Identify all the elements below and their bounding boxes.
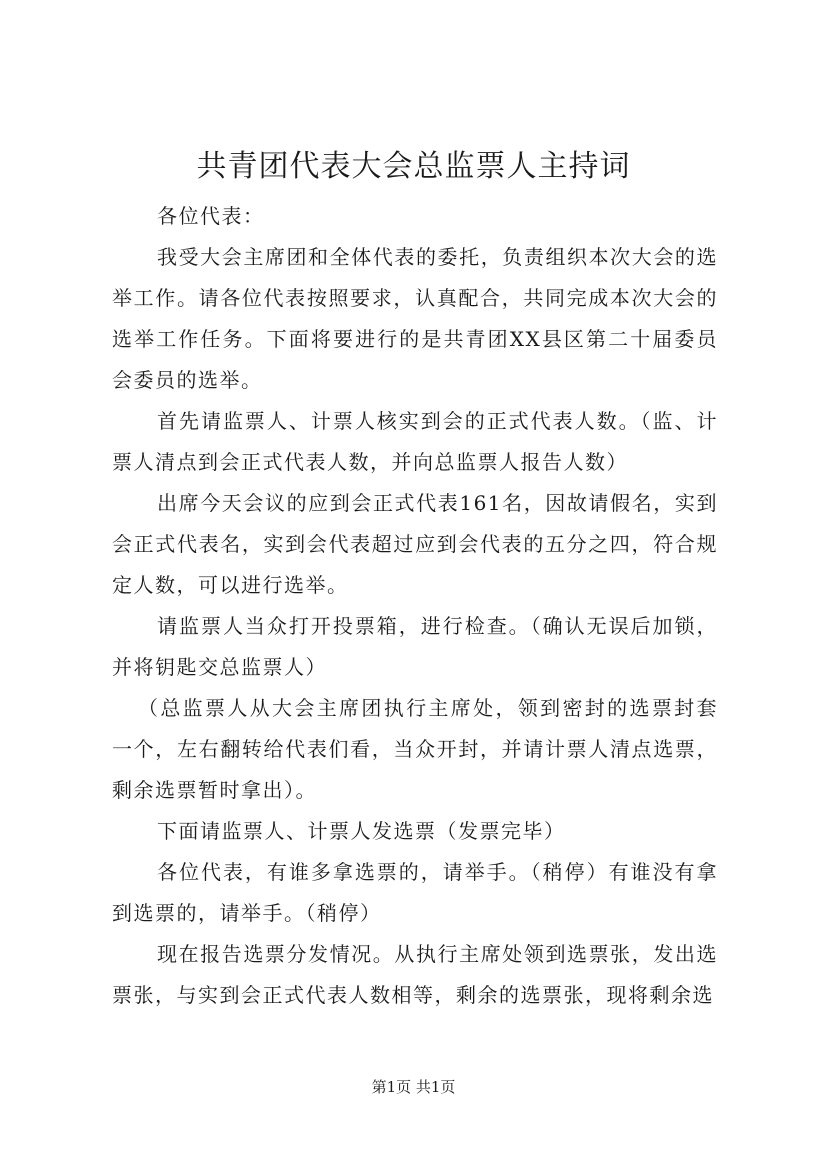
body-paragraph: 各位代表，有谁多拿选票的，请举手。（稍停）有谁没有拿到选票的，请举手。（稍停） (112, 860, 718, 925)
page-footer: 第1页 共1页 (371, 1078, 456, 1096)
salutation-paragraph: 各位代表： (157, 204, 265, 228)
document-body (112, 196, 718, 1016)
body-paragraph: 我受大会主席团和全体代表的委托，负责组织本次大会的选举工作。请各位代表按照要求，认真配合，共同完成本次大会的选举工作任务。下面将要进行的是共青团XX县区第二十届委员会委员的选举。 (112, 245, 718, 392)
body-paragraph: 出席今天会议的应到会正式代表161名，因故请假名，实到会正式代表名，实到会代表超过应到会代表的五分之四，符合规定人数，可以进行选举。 (112, 491, 718, 597)
body-paragraph: 首先请监票人、计票人核实到会的正式代表人数。（监、计票人清点到会正式代表人数，并向总监票人报告人数） (112, 409, 718, 474)
body-paragraph: 请监票人当众打开投票箱，进行检查。（确认无误后加锁，并将钥匙交总监票人） (112, 614, 718, 679)
document-title: 共青团代表大会总监票人主持词 (196, 149, 631, 184)
body-paragraph: 现在报告选票分发情况。从执行主席处领到选票张，发出选票张，与实到会正式代表人数相等，剩余的选票张，现将剩余选 (112, 942, 718, 1007)
body-paragraph: （总监票人从大会主席团执行主席处，领到密封的选票封套一个，左右翻转给代表们看，当众开封，并请计票人清点选票，剩余选票暂时拿出）。 (112, 696, 718, 802)
body-paragraph: 下面请监票人、计票人发选票（发票完毕） (157, 819, 566, 843)
